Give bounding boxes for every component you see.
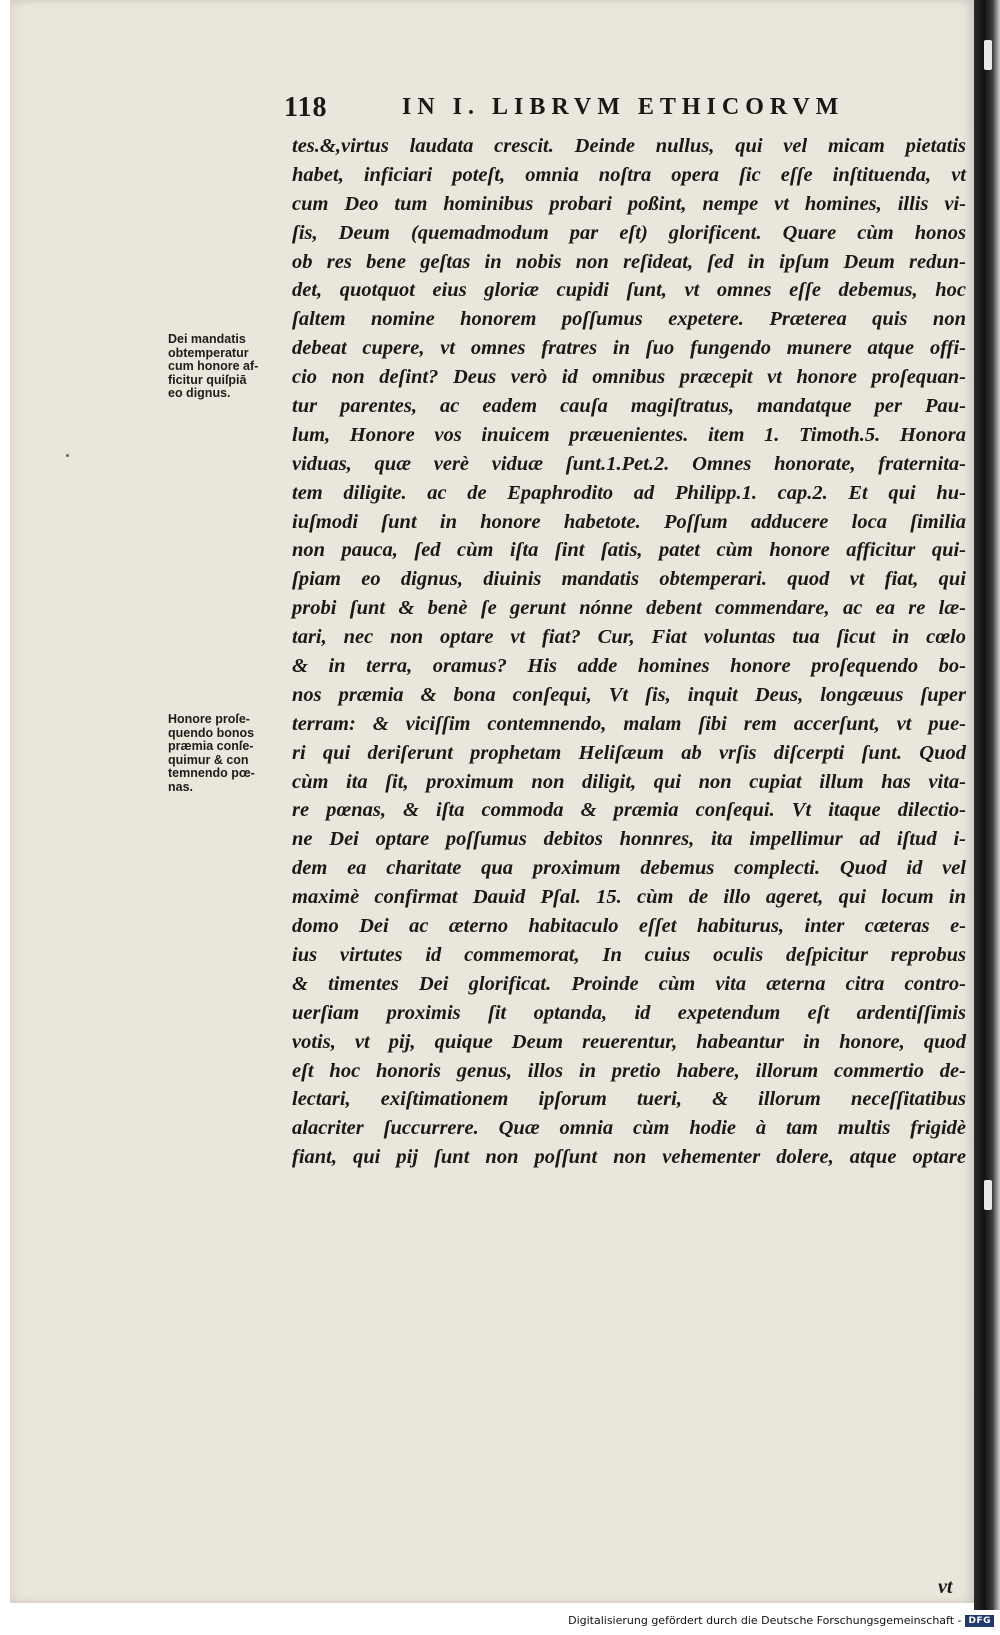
text-line: cum Deo tum hominibus probari poßint, nempe vt homines, illis vi- xyxy=(292,192,966,215)
text-line: probi ſunt & benè ſe gerunt nónne debent commendare, ac ea re læ- xyxy=(292,597,966,620)
text-line: & timentes Dei glorificat. Proinde cùm vita æterna citra contro- xyxy=(292,972,966,995)
text-line: ob res bene geſtas in nobis non reſideat, ſed in ipſum Deum redun- xyxy=(292,250,966,273)
text-line: nos præmia & bona conſequi, Vt ſis, inquit Deus, longæuus ſuper xyxy=(292,683,966,706)
spine-detail xyxy=(984,40,992,70)
body-text xyxy=(292,132,966,1172)
footer-credit: Digitalisierung gefördert durch die Deutsche Forschungsgemeinschaft - xyxy=(568,1614,962,1627)
page-number: 118 xyxy=(284,92,328,123)
page-header xyxy=(284,92,974,132)
text-line: cùm ita ſit, proximum non diligit, qui non cupiat illum has vita- xyxy=(292,770,966,793)
margin-note-line: quimur & con xyxy=(168,752,249,767)
text-line: ſis, Deum (quemadmodum par eſt) glorificent. Quare cùm honos xyxy=(292,221,966,244)
spine-detail xyxy=(984,1180,992,1210)
text-line: ius virtutes id commemorat, In cuius oculis deſpicitur reprobus xyxy=(292,943,966,966)
text-line: viduas, quæ verè viduæ ſunt.1.Pet.2. Omnes honorate, fraternita- xyxy=(292,452,966,475)
margin-note-line: Honore proſe- xyxy=(168,712,250,726)
text-line: votis, vt pij, quique Deum reuerentur, habeantur in honore, quod xyxy=(292,1030,966,1053)
text-line: tari, nec non optare vt fiat? Cur, Fiat voluntas tua ſicut in cœlo xyxy=(292,626,966,649)
text-line: lectari, exiſtimationem ipſorum tueri, & illorum neceſſitatibus xyxy=(292,1088,966,1111)
text-line: cio non deſint? Deus verò id omnibus præcepit vt honore proſequan- xyxy=(292,366,966,389)
running-head: IN I. LIBRVM ETHICORVM xyxy=(402,94,845,120)
text-line: maximè confirmat Dauid Pſal. 15. cùm de illo ageret, qui locum in xyxy=(292,886,966,909)
margin-note-1 xyxy=(168,333,286,401)
text-line: domo Dei ac æterno habitaculo eſſet habiturus, inter cæteras e- xyxy=(292,915,966,938)
text-line: eſt hoc honoris genus, illos in pretio habere, illorum commertio de- xyxy=(292,1059,966,1082)
text-line: iuſmodi ſunt in honore habetote. Poſſum adducere loca ſimilia xyxy=(292,510,966,533)
text-line: lum, Honore vos inuicem præuenientes. item 1. Timoth.5. Honora xyxy=(292,423,966,446)
paper-speck xyxy=(66,454,69,457)
text-line: ſpiam eo dignus, diuinis mandatis obtemperari. quod vt fiat, qui xyxy=(292,568,966,591)
text-line: ne Dei optare poſſumus debitos honnres, ita impellimur ad iſtud i- xyxy=(292,828,966,851)
margin-note-line: Dei mandatis xyxy=(168,332,246,346)
text-line: habet, inficiari poteſt, omnia noſtra opera ſic eſſe inſtituenda, vt xyxy=(292,163,966,186)
book-spine xyxy=(974,0,1000,1610)
text-line: fiant, qui pij ſunt non poſſunt non vehementer dolere, atque optare xyxy=(292,1146,966,1169)
catchword: vt xyxy=(938,1576,953,1598)
digitization-footer xyxy=(568,1614,994,1627)
margin-note-2 xyxy=(168,713,286,795)
text-line: re pœnas, & iſta commoda & præmia conſequi. Vt itaque dilectio- xyxy=(292,799,966,822)
dfg-logo: DFG xyxy=(965,1615,994,1627)
margin-note-line: quendo bonos xyxy=(168,725,255,740)
margin-note-line: præmia conſe- xyxy=(168,739,254,754)
margin-note-line: eo dignus. xyxy=(168,386,231,401)
text-line: alacriter ſuccurrere. Quæ omnia cùm hodie à tam multis frigidè xyxy=(292,1117,966,1140)
text-line: tur parentes, ac eadem cauſa magiſtratus, mandatque per Pau- xyxy=(292,395,966,418)
text-line: det, quotquot eius gloriæ cupidi ſunt, vt omnes eſſe debemus, hoc xyxy=(292,279,966,302)
text-line: dem ea charitate qua proximum debemus complecti. Quod id vel xyxy=(292,857,966,880)
text-line: ri qui deriſerunt prophetam Heliſæum ab vrſis diſcerpti ſunt. Quod xyxy=(292,741,966,764)
margin-note-line: nas. xyxy=(168,779,194,794)
margin-note-line: obtemperatur xyxy=(168,345,249,360)
text-line: terram: & viciſſim contemnendo, malam ſibi rem accerſunt, vt pue- xyxy=(292,712,966,735)
margin-note-line: cum honore af- xyxy=(168,359,259,374)
text-line: ſaltem nomine honorem poſſumus expetere. Præterea quis non xyxy=(292,308,966,331)
text-line: & in terra, oramus? His adde homines honore proſequendo bo- xyxy=(292,655,966,678)
text-line: uerſiam proximis ſit optanda, id expetendum eſt ardentiſſimis xyxy=(292,1001,966,1024)
text-line: tes.&,virtus laudata crescit. Deinde nullus, qui vel micam pietatis xyxy=(292,135,966,157)
text-line: debeat cupere, vt omnes fratres in ſuo fungendo munere atque offi- xyxy=(292,337,966,360)
text-line: tem diligite. ac de Epaphrodito ad Philipp.1. cap.2. Et qui hu- xyxy=(292,481,966,504)
margin-note-line: ficitur quiſpiā xyxy=(168,372,247,387)
margin-note-line: temnendo pœ- xyxy=(168,766,255,781)
text-line: non pauca, ſed cùm iſta ſint ſatis, patet cùm honore afficitur qui- xyxy=(292,539,966,562)
